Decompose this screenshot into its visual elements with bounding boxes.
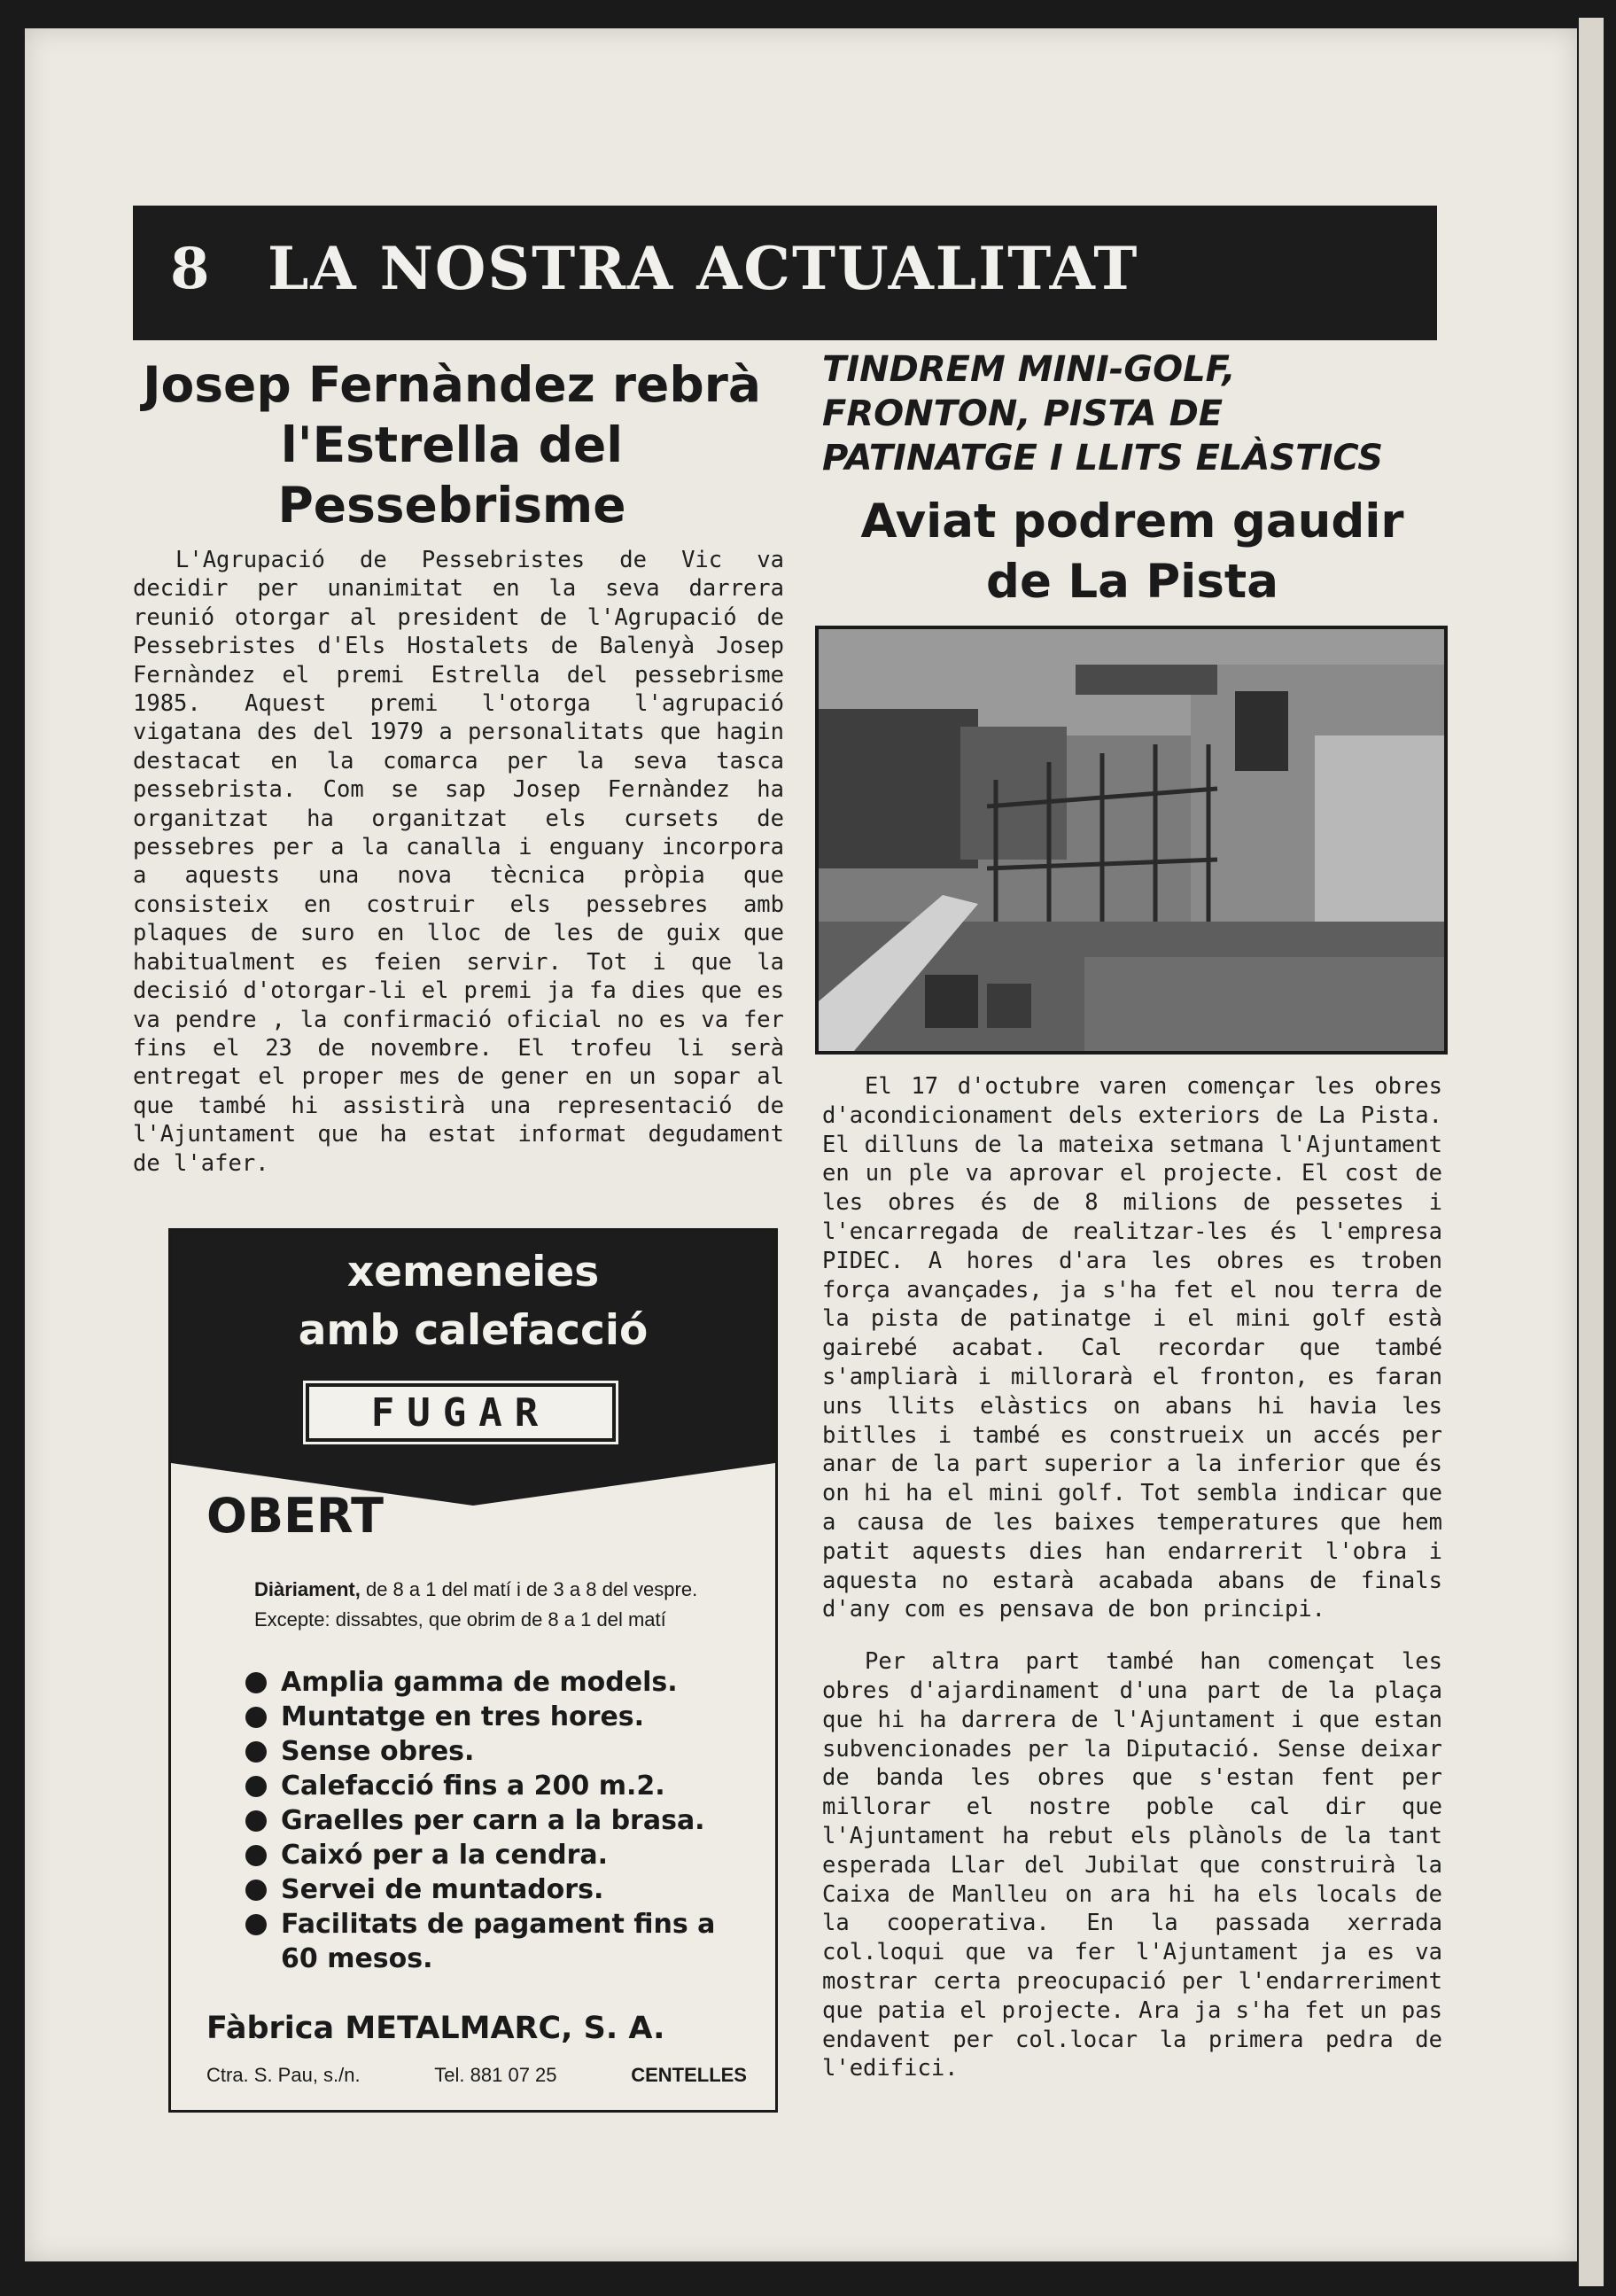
- feature-item: Graelles per carn a la brasa.: [245, 1803, 759, 1838]
- right-article-headline: Aviat podrem gaudir de La Pista: [860, 494, 1404, 609]
- bullet-icon: [245, 1880, 267, 1901]
- right-article-paragraph: El 17 d'octubre varen començar les obres d'acondicionament dels exteriors de La Pista. El dilluns de la mateixa setmana l'Ajuntament en un ple va aprovar el projecte. El cost de les obres és de 8 milions de pessetes i l'encarregada de realitzar-les és l'empresa PIDEC. A hores d'ara les obres es troben força avançades, ja s'ha fet el nou terra de la pista de patinatge i el mini golf està gairebé acabat. Cal recordar que també s'ampliarà i millorarà el fronton, es faran uns llits elàstics on abans hi havia les bitlles i també es construeix un accés per anar de la part superior a la inferior que és on hi ha el mini golf. Tot sembla indicar que a causa de les baixes temperatures que hem patit aquests dies han endarrerit l'obra i aquesta no estarà acabada abans de finals d'any com es pensava de bon principi.: [822, 1073, 1442, 1623]
- left-article-headline: Josep Fernàndez rebrà l'Estrella del Pessebrisme: [143, 356, 761, 533]
- except-label: Excepte:: [254, 1608, 330, 1631]
- ad-headline-line2: amb calefacció: [298, 1306, 649, 1355]
- ad-headline-line1: xemeneies: [346, 1248, 600, 1296]
- feature-item: Amplia gamma de models.: [245, 1665, 759, 1700]
- right-article-paragraph: Per altra part també han començat les obres d'ajardinament d'una part de la plaça que hi ha darrera de l'Ajuntament i que estan subvencionades per la Diputació. Sense deixar de banda les obres que s'estan fent per millorar el nostre poble cal dir que l'Ajuntament ha rebut els plànols de la tant esperada Llar del Jubilat que construirà la Caixa de Manlleu on ara hi ha els locals de la cooperativa. En la passada xerrada col.loqui que va fer l'Ajuntament ja es va mostrar certa preocupació per l'endarreriment que patia el projecte. Ara ja s'ha fet un pas endavent per col.locar la primera pedra de l'edifici.: [822, 1648, 1442, 2082]
- fugar-logo: [306, 1383, 616, 1442]
- page-number: 8: [170, 235, 210, 302]
- company-phone: Tel. 881 07 25: [434, 2064, 557, 2086]
- left-article-body: L'Agrupació de Pessebristes de Vic va decidir per unanimitat en la seva darrera reunió otorgar al president de l'Agrupació de Pessebristes d'Els Hostalets de Balenyà Josep Fernàndez el premi Estrella del pessebrisme 1985. Aquest premi l'otorga l'agrupació vigatana des del 1979 a personalitats que hagin destacat en la comarca per la seva tasca pessebrista. Com se sap Josep Fernàndez ha organitzat ha organitzat els cursets de pessebres per a la canalla i enguany incorpora a aquests una nova tècnica pròpia que consisteix en costruir els pessebres amb plaques de suro en lloc de les de guix que habitualment es feien servir. Tot i que la decisió d'otorgar-li el premi ja fa dies que es va pendre , la confirmació oficial no es va fer fins el 23 de novembre. El trofeu li serà entregat el proper mes de gener en un sopar al que també hi assistirà una representació de l'Ajuntament que ha estat informat degudament de l'afer.: [133, 547, 784, 1177]
- right-article-body: [822, 1072, 1442, 2106]
- banner-rule: [133, 337, 1437, 340]
- opening-hours: [254, 1575, 697, 1635]
- bullet-icon: [245, 1672, 267, 1693]
- company-city: CENTELLES: [631, 2064, 747, 2086]
- bullet-icon: [245, 1776, 267, 1797]
- construction-photo-illustration: [819, 629, 1444, 1051]
- fugar-advertisement: [168, 1228, 778, 2113]
- right-article-kicker: TINDREM MINI-GOLF, FRONTON, PISTA DE PATINATGE I LLITS ELÀSTICS: [822, 349, 1384, 479]
- adjacent-page-edge: [1579, 18, 1604, 2286]
- feature-item: Facilitats de pagament fins a 60 mesos.: [245, 1907, 759, 1976]
- bullet-icon: [245, 1810, 267, 1832]
- construction-photo: [815, 626, 1448, 1055]
- feature-item: Calefacció fins a 200 m.2.: [245, 1769, 759, 1803]
- feature-item: Muntatge en tres hores.: [245, 1700, 759, 1734]
- ad-status: OBERT: [206, 1488, 384, 1544]
- brand-name: FUGAR: [370, 1389, 551, 1436]
- bullet-icon: [245, 1741, 267, 1763]
- feature-list: [245, 1665, 759, 1976]
- feature-item: Sense obres.: [245, 1734, 759, 1769]
- feature-item: Caixó per a la cendra.: [245, 1838, 759, 1872]
- company-address: Ctra. S. Pau, s./n.: [206, 2064, 361, 2086]
- hours-label: Diàriament,: [254, 1578, 361, 1600]
- except-text: dissabtes, que obrim de 8 a 1 del matí: [335, 1608, 666, 1631]
- hours-text: de 8 a 1 del matí i de 3 a 8 del vespre.: [365, 1578, 698, 1600]
- bullet-icon: [245, 1914, 267, 1935]
- section-banner: [133, 206, 1437, 337]
- feature-item: Servei de muntadors.: [245, 1872, 759, 1907]
- bullet-icon: [245, 1707, 267, 1728]
- bullet-icon: [245, 1845, 267, 1866]
- company-contact: [206, 2064, 747, 2087]
- section-title: LA NOSTRA ACTUALITAT: [268, 234, 1139, 303]
- company-name: Fàbrica METALMARC, S. A.: [206, 2011, 665, 2046]
